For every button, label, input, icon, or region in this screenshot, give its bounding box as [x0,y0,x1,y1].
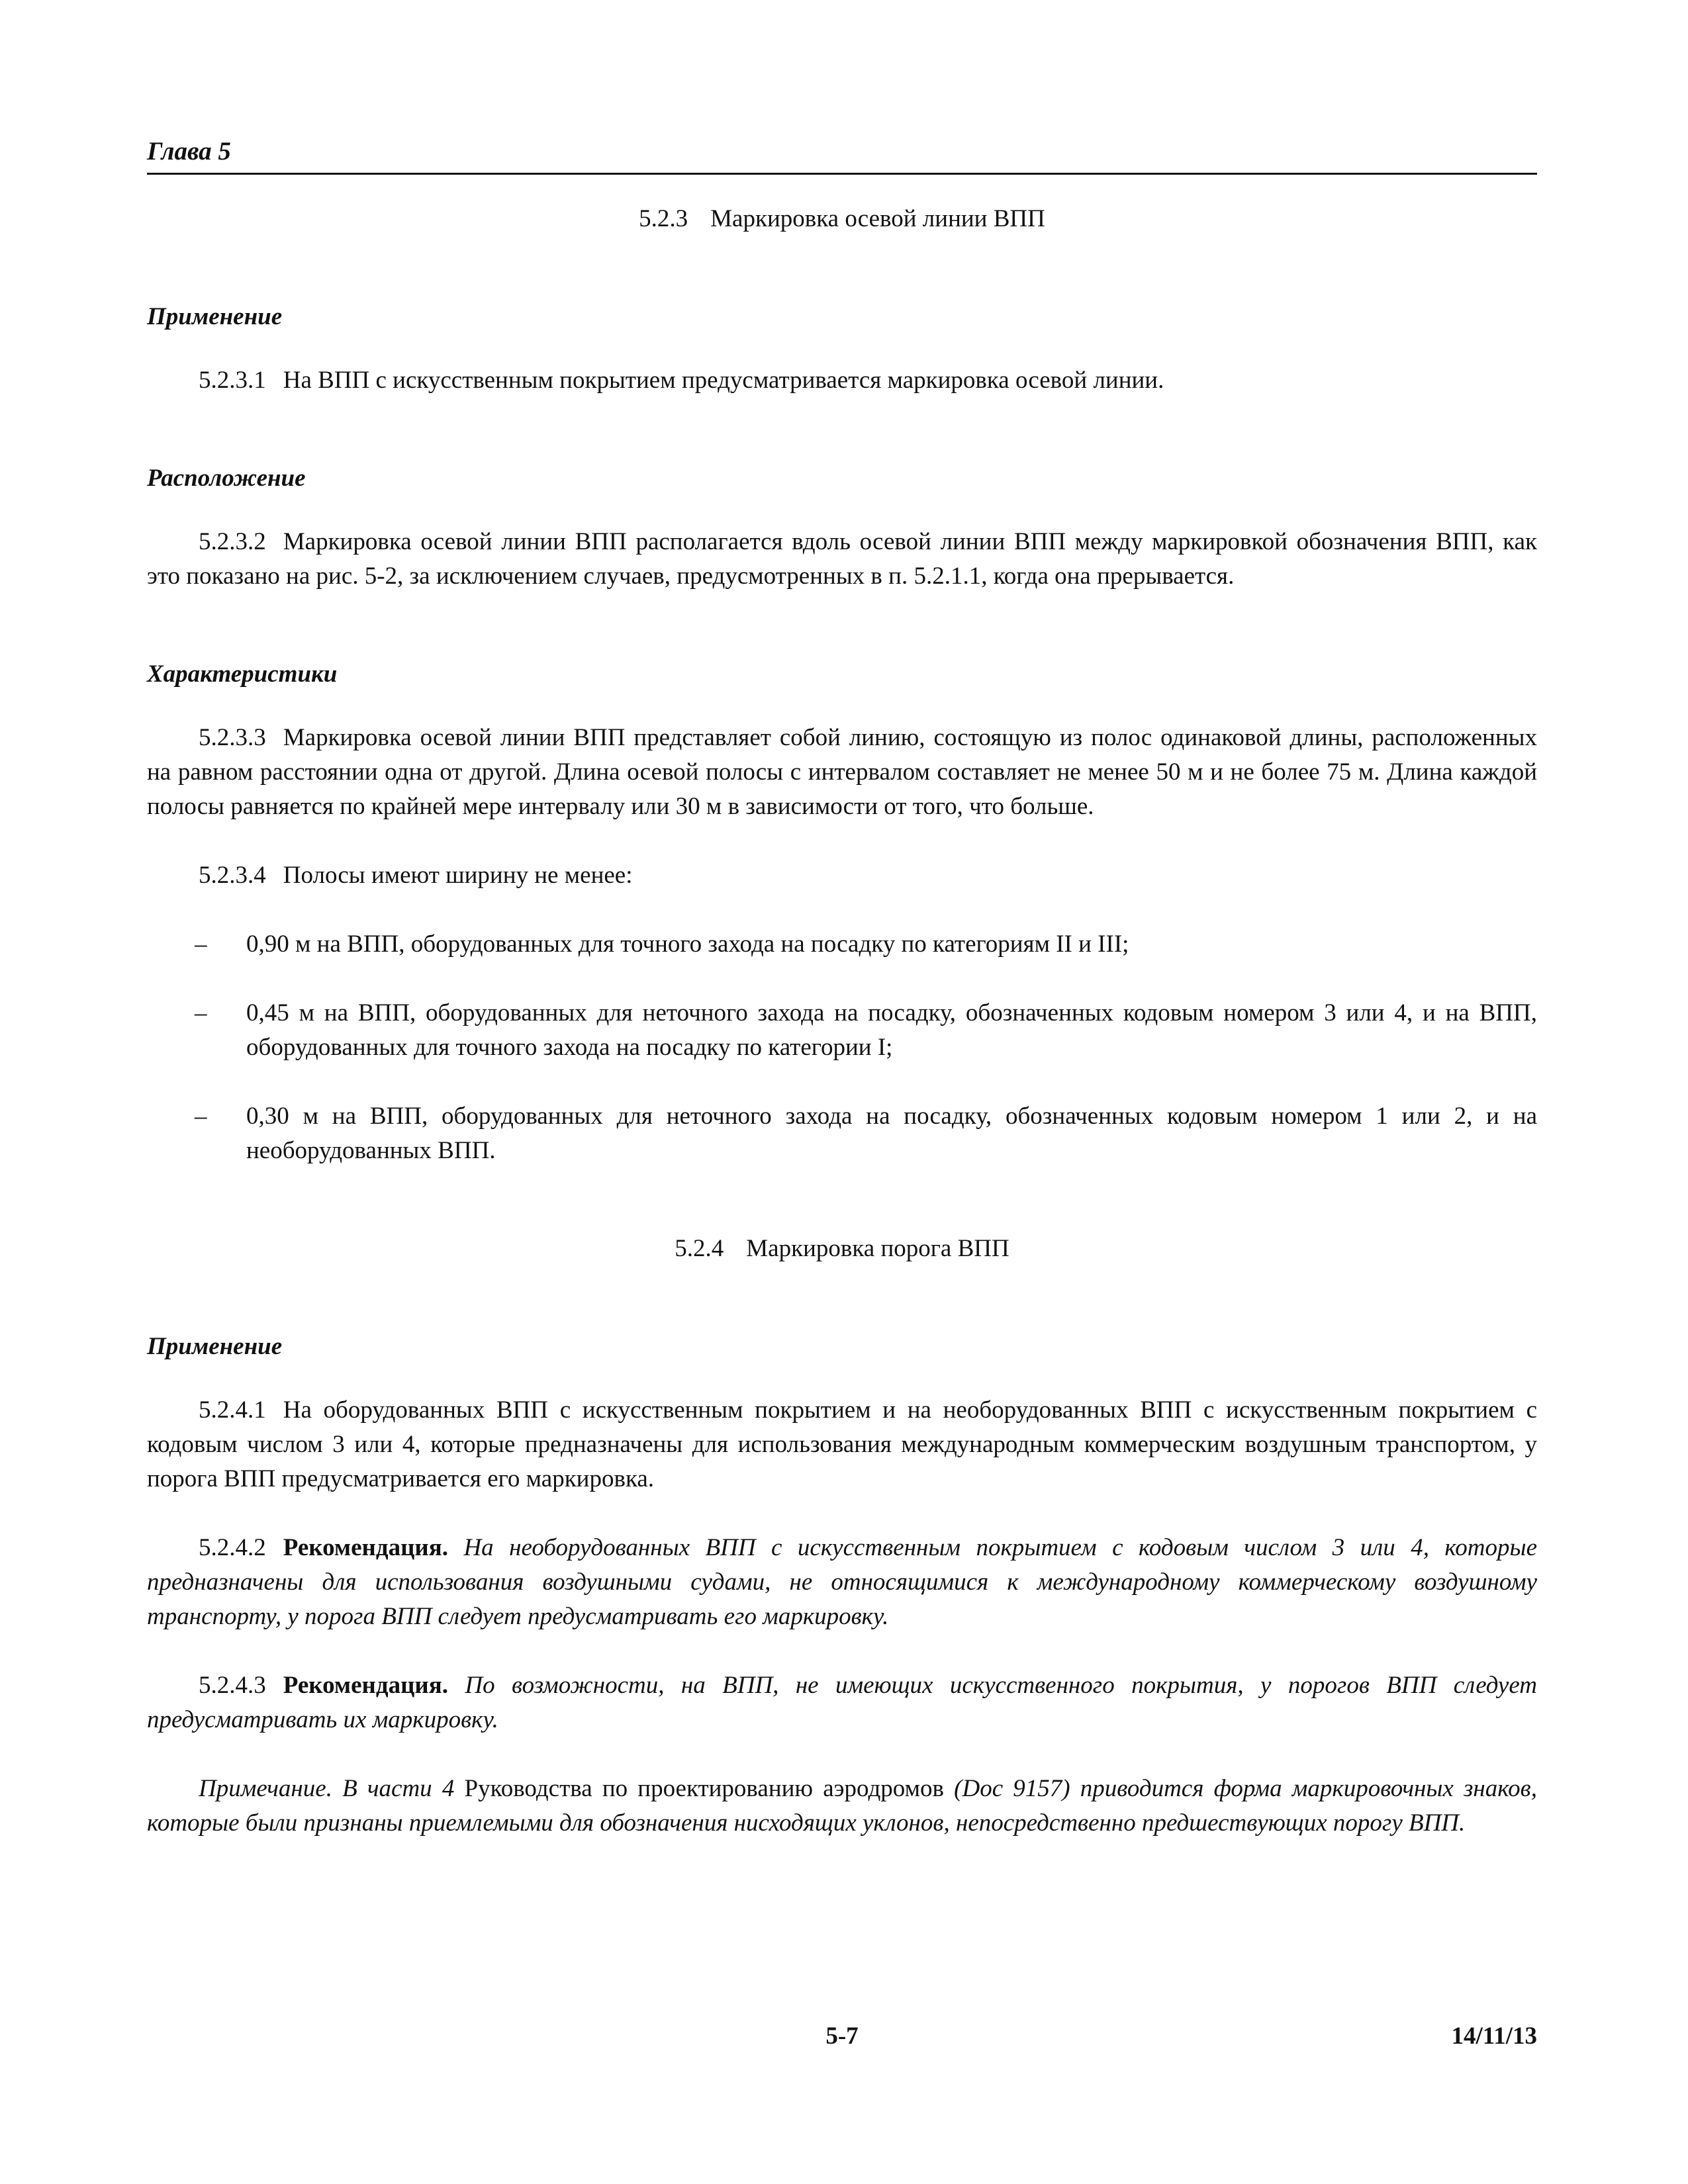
subheading-location: Расположение [147,465,306,492]
para-text: Маркировка осевой линии ВПП располагается вдоль осевой линии ВПП между маркировкой обозначения ВПП, как это показано на рис. 5-2, за исключением случаев, предусмотренных в п. 5.2.1.1, когда она прерывается. [147,528,1537,590]
subheading-characteristics: Характеристики [147,660,338,688]
page-content [147,202,1537,1841]
section-524-title [147,1232,1537,1266]
para-number: 5.2.4.3 [199,1672,266,1699]
page-header [147,136,1537,167]
chapter-label: Глава 5 [147,137,231,165]
header-rule [147,173,1537,175]
list-item-text: 0,30 м на ВПП, оборудованных для неточного захода на посадку, обозначенных кодовым номером 1 или 2, и на необорудованных ВПП. [246,1103,1537,1164]
page-date: 14/11/13 [1451,2023,1537,2050]
list-item-text: 0,90 м на ВПП, оборудованных для точного захода на посадку по категориям II и III; [246,931,1129,958]
paragraph-5-2-3-1 [147,363,1537,398]
para-number: 5.2.3.3 [199,724,266,751]
para-number: 5.2.3.1 [199,367,266,394]
section-523-title [147,202,1537,236]
paragraph-5-2-3-4 [147,858,1537,893]
para-text: На оборудованных ВПП с искусственным покрытием и на необорудованных ВПП с искусственным покрытием с кодовым числом 3 или 4, которые предназначены для использования международным коммерческим воздушным транспортом, у порога ВПП предусматривается его маркировка. [147,1396,1537,1492]
page-footer [147,2022,1537,2056]
paragraph-5-2-4-2 [147,1531,1537,1634]
para-text: Полосы имеют ширину не менее: [283,862,633,889]
section-523-heading: Маркировка осевой линии ВПП [710,205,1045,232]
note-rest: (Doc 9157) приводится форма маркировочных знаков, которые были признаны приемлемыми для обозначения нисходящих уклонов, непосредственно предшествующих порогу ВПП. [147,1775,1537,1837]
para-number: 5.2.4.1 [199,1396,266,1424]
list-item [147,927,1537,962]
subheading-application-524: Применение [147,1333,283,1360]
note-manual-title: Руководства по проектированию аэродромов [464,1775,944,1802]
dash-marker: – [195,1103,207,1130]
list-item [147,1099,1537,1168]
note-paragraph [147,1772,1537,1841]
para-text: На ВПП с искусственным покрытием предусматривается маркировка осевой линии. [283,367,1164,394]
dash-marker: – [195,931,207,958]
para-text: По возможности, на ВПП, не имеющих искусственного покрытия, у порогов ВПП следует предусматривать их маркировку. [147,1672,1538,1733]
paragraph-5-2-4-1 [147,1393,1537,1496]
para-number: 5.2.4.2 [199,1534,266,1561]
para-number: 5.2.3.2 [199,528,266,555]
section-524-number: 5.2.4 [675,1235,724,1262]
recommendation-label: Рекомендация. [283,1534,448,1561]
paragraph-5-2-3-2 [147,525,1537,594]
section-524-heading: Маркировка порога ВПП [746,1235,1009,1262]
section-523-number: 5.2.3 [639,205,688,232]
para-text: На необорудованных ВПП с искусственным покрытием с кодовым числом 3 или 4, которые предназначены для использования воздушными судами, не относящимися к международному коммерческому воздушному транспорту, у порога ВПП следует предусматривать его маркировку. [147,1534,1538,1630]
para-number: 5.2.3.4 [199,862,266,889]
subheading-application-523: Применение [147,303,283,330]
paragraph-5-2-4-3 [147,1668,1537,1737]
paragraph-5-2-3-3 [147,721,1537,824]
list-item [147,996,1537,1065]
dash-marker: – [195,999,207,1026]
list-item-text: 0,45 м на ВПП, оборудованных для неточного захода на посадку, обозначенных кодовым номером 3 или 4, и на ВПП, оборудованных для точного захода на посадку по категории I; [246,999,1537,1061]
page-number: 5-7 [825,2023,859,2050]
recommendation-label: Рекомендация. [283,1672,448,1699]
para-text: Маркировка осевой линии ВПП представляет собой линию, состоящую из полос одинаковой длины, расположенных на равном расстоянии одна от другой. Длина осевой полосы с интервалом составляет не менее 50 м и не более 75 м. Длина каждой полосы равняется по крайней мере интервалу или 30 м в зависимости от того, что больше. [147,724,1537,820]
note-lead: Примечание. В части 4 [199,1775,465,1802]
